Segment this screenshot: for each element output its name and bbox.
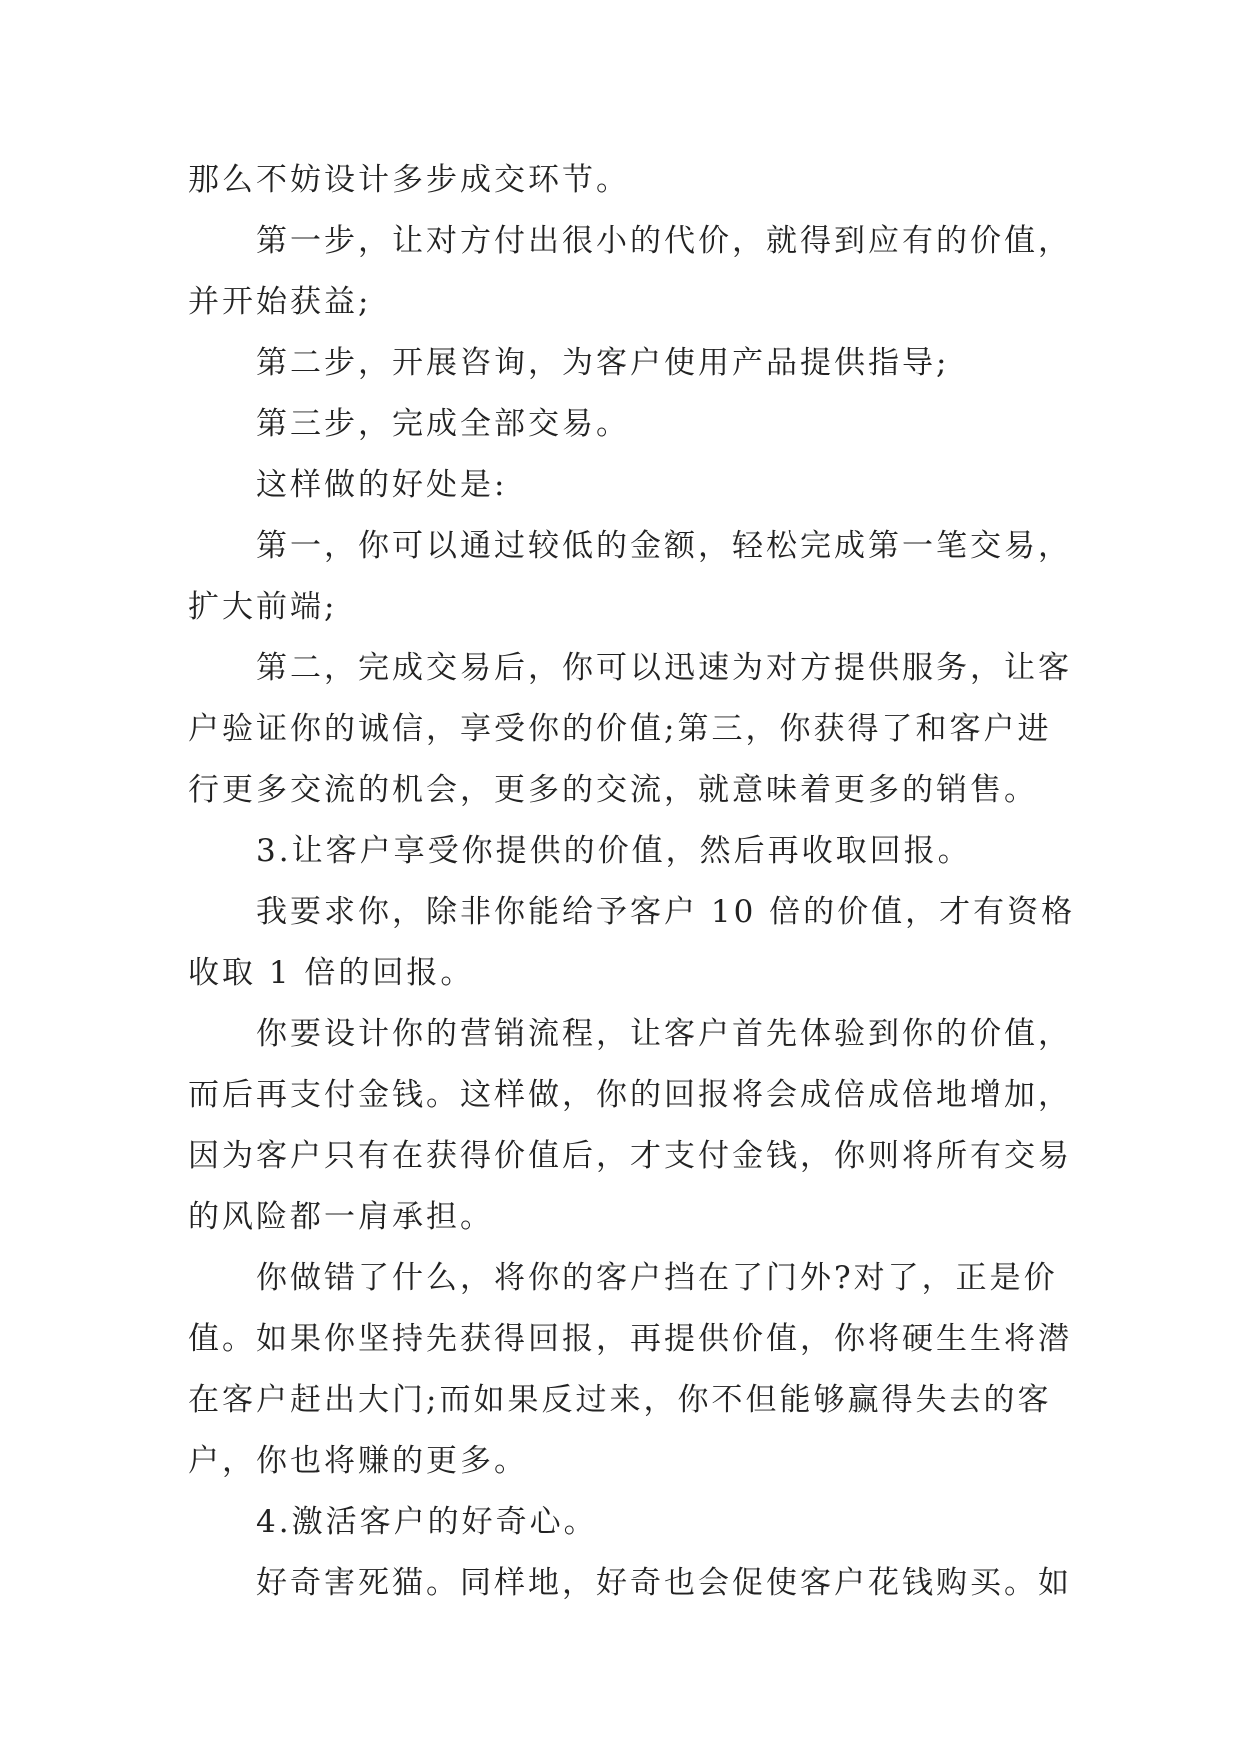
text-line: 那么不妨设计多步成交环节。 <box>188 162 630 198</box>
text-line: 第一步，让对方付出很小的代价，就得到应有的价值， <box>256 223 1072 259</box>
text-line: 并开始获益; <box>188 284 372 320</box>
text-line: 好奇害死猫。同样地，好奇也会促使客户花钱购买。如 <box>256 1565 1072 1601</box>
text-line: 因为客户只有在获得价值后，才支付金钱，你则将所有交易 <box>188 1138 1072 1174</box>
text-line: 而后再支付金钱。这样做，你的回报将会成倍成倍地增加， <box>188 1077 1072 1113</box>
text-line: 我要求你，除非你能给予客户 10 倍的价值，才有资格 <box>256 894 1076 930</box>
text-line: 值。如果你坚持先获得回报，再提供价值，你将硬生生将潜 <box>188 1321 1072 1357</box>
text-line: 户，你也将赚的更多。 <box>188 1443 528 1479</box>
text-line: 第三步，完成全部交易。 <box>256 406 630 442</box>
text-line: 扩大前端; <box>188 589 338 625</box>
numbered-heading: 4.激活客户的好奇心。 <box>256 1504 598 1540</box>
text-line: 第二，完成交易后，你可以迅速为对方提供服务，让客 <box>256 650 1072 686</box>
text-line: 户验证你的诚信，享受你的价值;第三，你获得了和客户进 <box>188 711 1052 747</box>
text-line: 这样做的好处是: <box>256 467 508 503</box>
text-line: 在客户赶出大门;而如果反过来，你不但能够赢得失去的客 <box>188 1382 1052 1418</box>
text-line: 第二步，开展咨询，为客户使用产品提供指导; <box>256 345 950 381</box>
numbered-heading: 3.让客户享受你提供的价值，然后再收取回报。 <box>256 833 972 869</box>
text-line: 收取 1 倍的回报。 <box>188 955 475 991</box>
body-text <box>188 150 1076 1614</box>
text-line: 的风险都一肩承担。 <box>188 1199 494 1235</box>
text-line: 第一，你可以通过较低的金额，轻松完成第一笔交易， <box>256 528 1072 564</box>
text-line: 你做错了什么，将你的客户挡在了门外?对了，正是价 <box>256 1260 1058 1296</box>
text-line: 你要设计你的营销流程，让客户首先体验到你的价值， <box>256 1016 1072 1052</box>
text-line: 行更多交流的机会，更多的交流，就意味着更多的销售。 <box>188 772 1038 808</box>
